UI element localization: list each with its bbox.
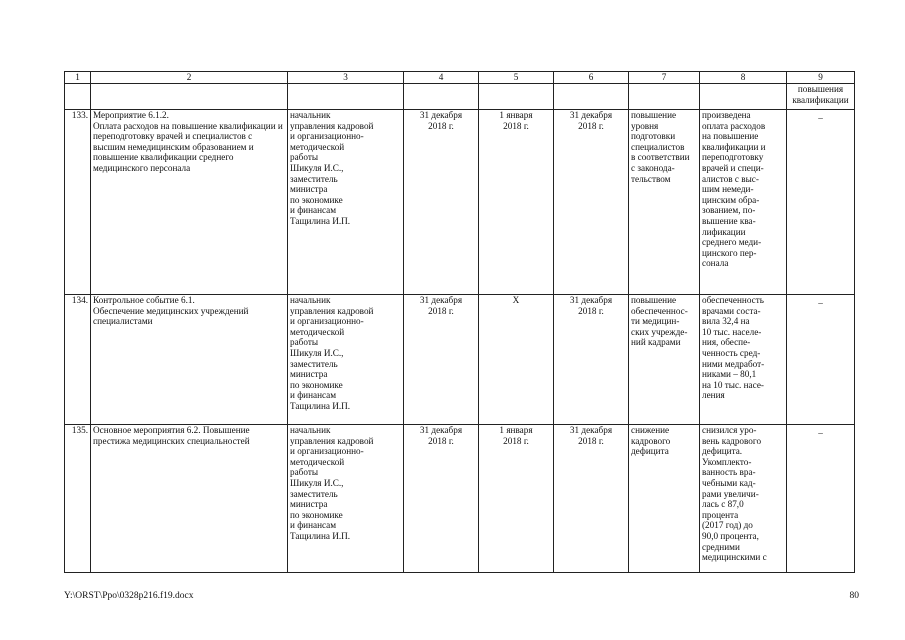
dash-value: – <box>818 113 823 123</box>
empty-cell <box>479 84 554 110</box>
end-date: 1 января 2018 г. <box>479 110 554 295</box>
column-number: 1 <box>65 72 91 84</box>
row-number: 134. <box>65 295 91 425</box>
event-name: Мероприятие 6.1.2. Оплата расходов на повышение квалификации и переподготовку врачей и специалистов с высшим немедицинским образованием и повышение квалификации среднего медицинского персонала <box>91 110 288 295</box>
col9-cell <box>787 425 855 573</box>
empty-cell <box>554 84 629 110</box>
report-table <box>64 71 855 573</box>
expected-result: снижение кадрового дефицита <box>629 425 700 573</box>
row-number: 135. <box>65 425 91 573</box>
expected-result: повышение уровня подготовки специалистов в соответствии с законода- тельством <box>629 110 700 295</box>
responsible-person: начальник управления кадровой и организационно- методической работы Шикуля И.С., заместитель министра по экономике и финансам Тащилина И.П. <box>288 295 404 425</box>
column-number: 2 <box>91 72 288 84</box>
column-number: 4 <box>404 72 479 84</box>
start-date: 31 декабря 2018 г. <box>404 295 479 425</box>
actual-result: обеспеченность врачами соста- вила 32,4 на 10 тыс. населе- ния, обеспе- ченность сред- ними медработ- никами – 80,1 на 10 тыс. насе- ления <box>700 295 787 425</box>
table-row <box>65 295 855 425</box>
empty-cell <box>91 84 288 110</box>
empty-cell <box>288 84 404 110</box>
actual-result: снизился уро- вень кадрового дефицита. Укомплекто- ванность вра- чебными кад- рами увеличи- лась с 87,0 процента (2017 год) до 90,0 процента, средними медицинскими с <box>700 425 787 573</box>
column-number: 5 <box>479 72 554 84</box>
end-date: X <box>479 295 554 425</box>
column-number-row <box>65 72 855 84</box>
empty-cell <box>629 84 700 110</box>
column-number: 3 <box>288 72 404 84</box>
start-date: 31 декабря 2018 г. <box>404 110 479 295</box>
col9-cell <box>787 110 855 295</box>
control-date: 31 декабря 2018 г. <box>554 425 629 573</box>
end-date: 1 января 2018 г. <box>479 425 554 573</box>
page-number: 80 <box>849 591 859 601</box>
dash-value: – <box>818 428 823 438</box>
start-date: 31 декабря 2018 г. <box>404 425 479 573</box>
dash-value: – <box>818 298 823 308</box>
empty-cell <box>700 84 787 110</box>
table-row <box>65 425 855 573</box>
row-number: 133. <box>65 110 91 295</box>
col9-cell <box>787 295 855 425</box>
subheader-col9: повышения квалификации <box>787 84 855 110</box>
table-row <box>65 110 855 295</box>
file-path: Y:\ORST\Ppo\0328p216.f19.docx <box>64 591 194 601</box>
empty-cell <box>65 84 91 110</box>
control-date: 31 декабря 2018 г. <box>554 295 629 425</box>
control-date: 31 декабря 2018 г. <box>554 110 629 295</box>
column-number: 6 <box>554 72 629 84</box>
event-name: Основное мероприятия 6.2. Повышение престижа медицинских специальностей <box>91 425 288 573</box>
responsible-person: начальник управления кадровой и организационно- методической работы Шикуля И.С., заместитель министра по экономике и финансам Тащилина И.П. <box>288 110 404 295</box>
empty-cell <box>404 84 479 110</box>
column-number: 8 <box>700 72 787 84</box>
responsible-person: начальник управления кадровой и организационно- методической работы Шикуля И.С., заместитель министра по экономике и финансам Тащилина И.П. <box>288 425 404 573</box>
subheader-row <box>65 84 855 110</box>
event-name: Контрольное событие 6.1. Обеспечение медицинских учреждений специалистами <box>91 295 288 425</box>
expected-result: повышение обеспеченнос- ти медицин- ских учрежде- ний кадрами <box>629 295 700 425</box>
actual-result: произведена оплата расходов на повышение квалификации и переподготовку врачей и специ- алистов с выс- шим немеди- цинским обра- зованием, по- вышение ква- лификации среднего меди- цинского пер- сонала <box>700 110 787 295</box>
column-number: 9 <box>787 72 855 84</box>
column-number: 7 <box>629 72 700 84</box>
